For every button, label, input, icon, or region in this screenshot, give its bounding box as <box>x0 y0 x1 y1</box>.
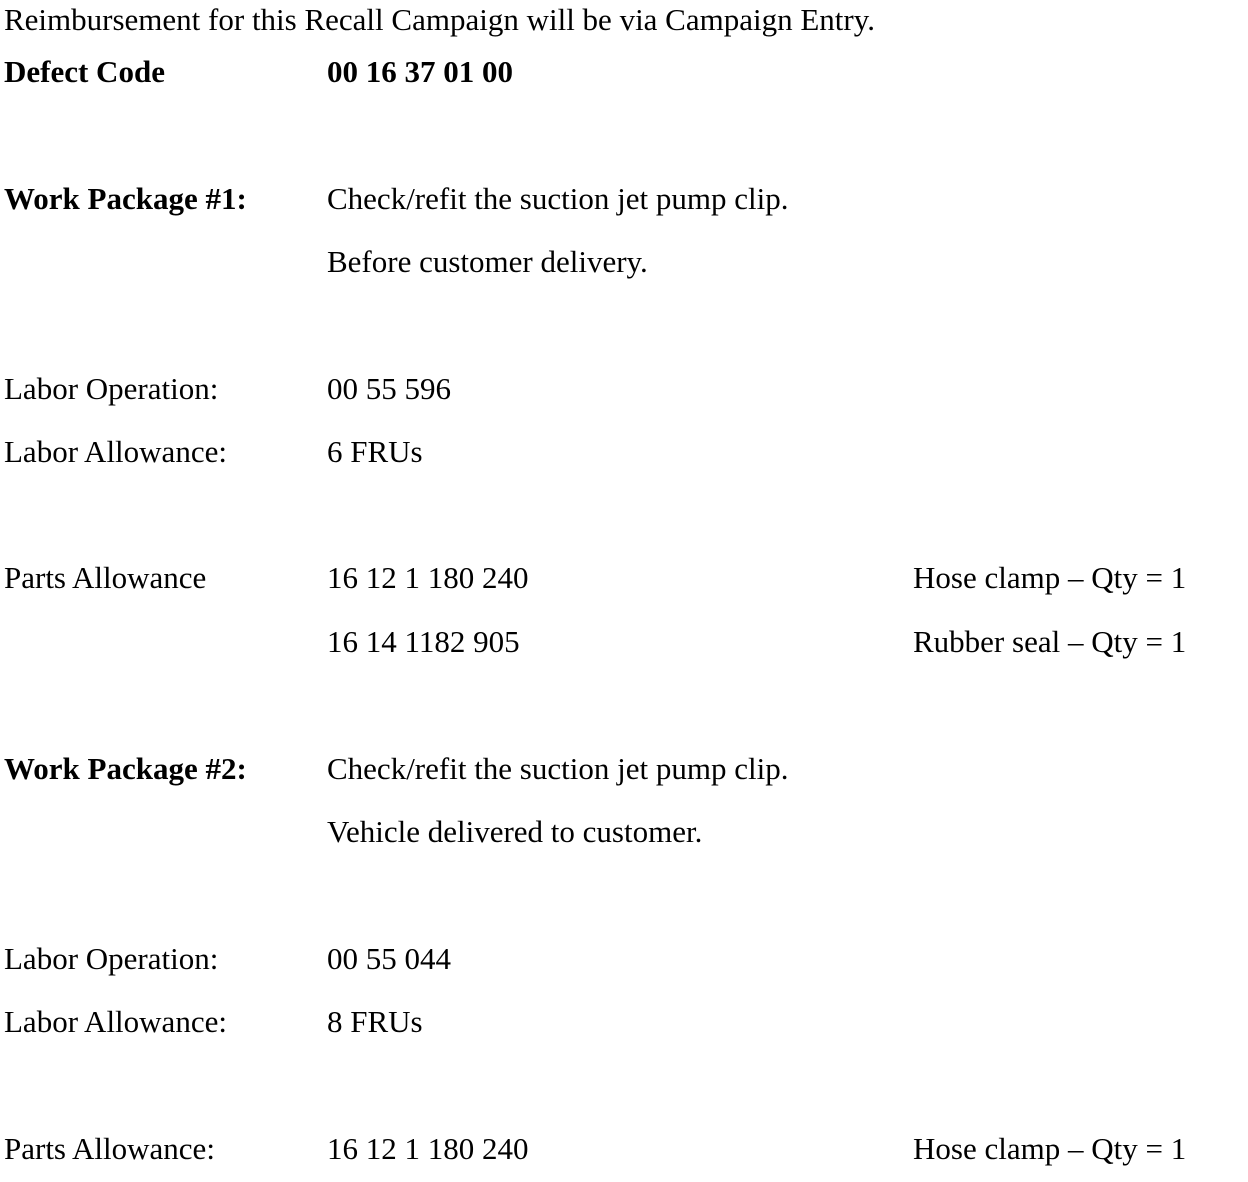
wp1-labor-operation-value: 00 55 596 <box>327 371 451 406</box>
defect-code-value: 00 16 37 01 00 <box>327 54 513 89</box>
work-package-1-description: Check/refit the suction jet pump clip. <box>327 181 789 216</box>
wp1-part-description: Rubber seal – Qty = 1 <box>913 624 1187 659</box>
wp2-parts-allowance-label: Parts Allowance: <box>4 1131 215 1166</box>
intro-text: Reimbursement for this Recall Campaign will be via Campaign Entry. <box>4 2 875 37</box>
wp1-parts-allowance-label: Parts Allowance <box>4 560 207 595</box>
wp1-labor-allowance-label: Labor Allowance: <box>4 434 227 469</box>
wp2-labor-operation-value: 00 55 044 <box>327 941 451 976</box>
wp2-labor-allowance-label: Labor Allowance: <box>4 1004 227 1039</box>
wp1-part-description: Hose clamp – Qty = 1 <box>913 560 1187 595</box>
work-package-2-description: Check/refit the suction jet pump clip. <box>327 751 789 786</box>
work-package-2-label: Work Package #2: <box>4 751 247 786</box>
work-package-2-condition: Vehicle delivered to customer. <box>327 814 703 849</box>
wp1-part-number: 16 12 1 180 240 <box>327 560 529 595</box>
defect-code-label: Defect Code <box>4 54 165 89</box>
wp2-part-description: Hose clamp – Qty = 1 <box>913 1131 1187 1166</box>
wp2-part-number: 16 12 1 180 240 <box>327 1131 529 1166</box>
wp2-labor-operation-label: Labor Operation: <box>4 941 219 976</box>
work-package-1-label: Work Package #1: <box>4 181 247 216</box>
wp2-labor-allowance-value: 8 FRUs <box>327 1004 423 1039</box>
wp1-labor-operation-label: Labor Operation: <box>4 371 219 406</box>
wp1-labor-allowance-value: 6 FRUs <box>327 434 423 469</box>
work-package-1-condition: Before customer delivery. <box>327 244 648 279</box>
wp1-part-number: 16 14 1182 905 <box>327 624 520 659</box>
